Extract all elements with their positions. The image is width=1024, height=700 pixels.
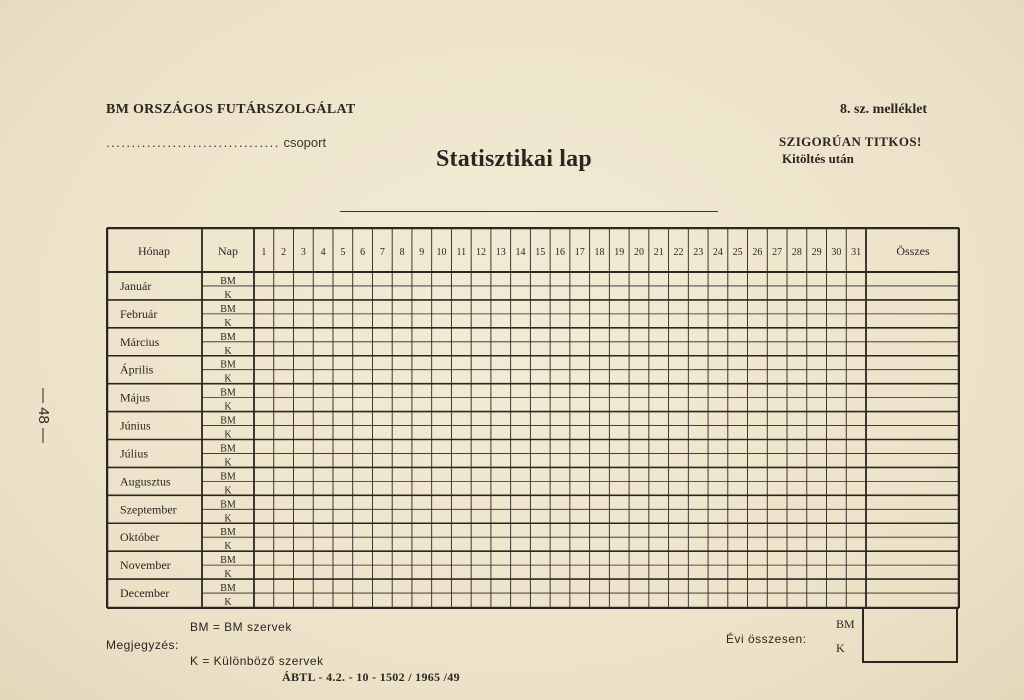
row-type-bm: BM: [220, 471, 236, 483]
header-day-21: 21: [653, 247, 664, 258]
header-day-3: 3: [300, 247, 306, 258]
month-label: Április: [120, 362, 154, 377]
header-day-12: 12: [476, 247, 487, 258]
row-type-k: K: [224, 317, 232, 329]
row-type-k: K: [224, 541, 232, 553]
month-label: Szeptember: [120, 502, 177, 517]
row-type-k: K: [224, 569, 232, 581]
header-day-10: 10: [436, 247, 447, 258]
title-underline: [340, 211, 718, 212]
header-day-11: 11: [456, 247, 467, 258]
statistics-table: [106, 227, 960, 609]
archive-reference: ÁBTL - 4.2. - 10 - 1502 / 1965 /49: [282, 670, 460, 684]
header-day-7: 7: [379, 247, 385, 258]
legend-label: Megjegyzés:: [106, 638, 179, 652]
row-type-bm: BM: [220, 359, 236, 371]
header-day-4: 4: [320, 247, 326, 258]
month-label: Június: [120, 418, 151, 433]
legend-bm: BM = BM szervek: [190, 620, 292, 634]
month-label: Február: [120, 306, 158, 321]
annual-k-label: K: [836, 641, 845, 655]
header-day-23: 23: [693, 247, 704, 258]
header-day-26: 26: [752, 247, 763, 258]
header-day-14: 14: [515, 247, 526, 258]
annual-total-box[interactable]: [862, 609, 958, 663]
group-dots: ..................................: [106, 135, 280, 150]
header-day-24: 24: [712, 247, 723, 258]
header-day-20: 20: [633, 247, 644, 258]
classification-label: SZIGORÚAN TITKOS!: [779, 134, 922, 149]
header-day-30: 30: [831, 247, 842, 258]
month-label: Május: [120, 390, 150, 405]
header-day: Nap: [218, 244, 238, 258]
row-type-bm: BM: [220, 387, 236, 399]
row-type-bm: BM: [220, 331, 236, 343]
header-day-9: 9: [419, 247, 425, 258]
header-day-13: 13: [495, 247, 506, 258]
month-label: Március: [120, 334, 160, 349]
header-day-28: 28: [791, 247, 802, 258]
month-label: Október: [120, 530, 160, 545]
month-label: Augusztus: [120, 474, 171, 489]
header-day-19: 19: [614, 247, 625, 258]
row-type-bm: BM: [220, 555, 236, 567]
header-day-25: 25: [732, 247, 743, 258]
annual-bm-label: BM: [836, 617, 855, 631]
row-type-k: K: [224, 597, 232, 608]
classification-note: Kitöltés után: [782, 151, 854, 166]
row-type-bm: BM: [220, 415, 236, 427]
header-day-29: 29: [811, 247, 822, 258]
row-type-bm: BM: [220, 527, 236, 539]
header-day-18: 18: [594, 247, 605, 258]
row-type-k: K: [224, 373, 232, 385]
month-label: December: [120, 586, 170, 601]
header-total: Összes: [896, 244, 930, 258]
row-type-k: K: [224, 485, 232, 497]
annual-total-label: Évi összesen:: [726, 632, 807, 646]
group-label: csoport: [283, 135, 327, 150]
header-day-16: 16: [555, 247, 565, 258]
group-field[interactable]: [106, 135, 326, 150]
header-day-17: 17: [574, 247, 585, 258]
header-month: Hónap: [138, 244, 170, 258]
header-day-1: 1: [261, 247, 267, 258]
month-label: November: [120, 558, 171, 573]
page-number: — 48 —: [35, 388, 52, 444]
row-type-k: K: [224, 457, 232, 469]
page-title: Statisztikai lap: [436, 146, 592, 172]
header-day-31: 31: [851, 247, 862, 258]
row-type-k: K: [224, 345, 232, 357]
header-day-8: 8: [399, 247, 405, 258]
row-type-bm: BM: [220, 499, 236, 511]
header-day-5: 5: [340, 247, 346, 258]
row-type-k: K: [224, 429, 232, 441]
month-label: Január: [120, 278, 152, 293]
row-type-bm: BM: [220, 583, 236, 595]
header-day-22: 22: [673, 247, 684, 258]
organization-name: BM ORSZÁGOS FUTÁRSZOLGÁLAT: [106, 102, 356, 117]
header-day-6: 6: [360, 247, 366, 258]
annex-number: 8. sz. melléklet: [840, 102, 928, 117]
row-type-k: K: [224, 289, 232, 301]
header-day-15: 15: [535, 247, 546, 258]
row-type-k: K: [224, 401, 232, 413]
month-label: Július: [120, 446, 149, 461]
header-day-27: 27: [772, 247, 783, 258]
legend-k: K = Különböző szervek: [190, 654, 324, 668]
table-grid: [106, 227, 960, 609]
row-type-bm: BM: [220, 443, 236, 455]
row-type-k: K: [224, 513, 232, 525]
row-type-bm: BM: [220, 275, 236, 287]
header-day-2: 2: [281, 247, 287, 258]
row-type-bm: BM: [220, 303, 236, 315]
